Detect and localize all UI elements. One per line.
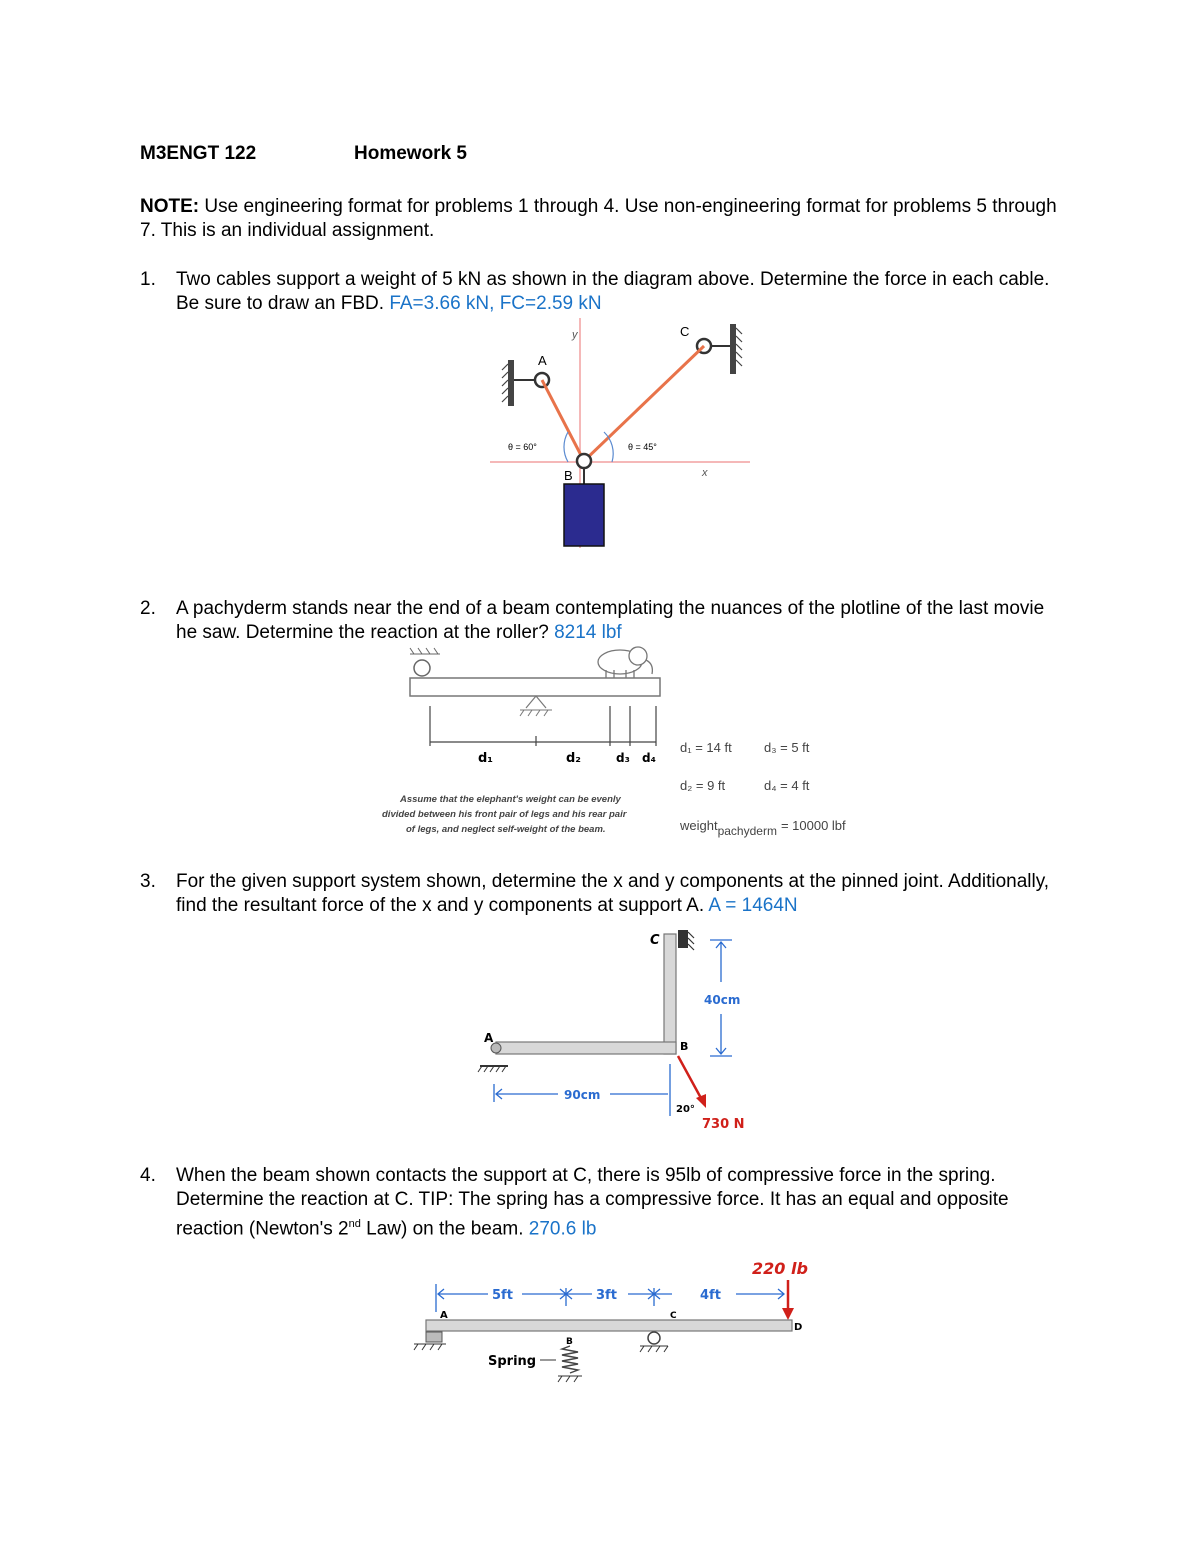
ring-b — [577, 454, 591, 468]
angle-left: θ = 60° — [508, 442, 537, 452]
spring-label: Spring — [488, 1354, 537, 1369]
label-a: A — [538, 353, 547, 368]
problem-number: 3. — [140, 871, 156, 892]
problem-number: 1. — [140, 269, 156, 290]
dim-3ft: 3ft — [596, 1288, 617, 1303]
beam — [410, 678, 660, 696]
label-c: C — [670, 1311, 677, 1321]
label-a: A — [484, 1031, 494, 1045]
note-line-3: of legs, and neglect self-weight of the beam. — [406, 824, 606, 835]
label-b: B — [680, 1040, 689, 1053]
problem-1 — [140, 268, 1070, 316]
ground-spring — [558, 1376, 582, 1382]
answer: 8214 lbf — [554, 622, 622, 643]
value-d2: d₂ = 9 ft — [680, 778, 726, 793]
label-a: A — [440, 1310, 448, 1321]
value-d1: d₁ = 14 ft — [680, 740, 732, 755]
answer: A = 1464N — [708, 895, 798, 916]
pin-a — [426, 1332, 442, 1342]
assignment-title: Homework 5 — [354, 143, 467, 164]
figure-pachyderm — [370, 642, 890, 842]
spring-coil — [562, 1346, 578, 1373]
cable-ab — [542, 380, 584, 461]
elephant-icon — [598, 647, 652, 678]
dim-horizontal: 90cm — [564, 1088, 601, 1102]
label-c: C — [650, 933, 660, 948]
dim-d4: d₄ — [642, 751, 656, 765]
figure-spring-beam — [400, 1250, 820, 1390]
ground-c — [640, 1346, 668, 1352]
problem-4 — [140, 1164, 1070, 1241]
note-line-2: divided between his front pair of legs and his rear pair — [382, 809, 627, 820]
problem-3 — [140, 870, 1070, 918]
problem-2 — [140, 597, 1070, 645]
roller-hatch — [410, 648, 440, 654]
wall-c — [730, 324, 736, 374]
pin-hatch — [520, 710, 552, 716]
wall-a — [508, 360, 514, 406]
course-code: M3ENGT 122 — [140, 143, 257, 164]
value-weight-sub: pachyderm — [717, 824, 777, 838]
load-label: 220 lb — [752, 1259, 808, 1278]
vertical-member — [664, 934, 676, 1054]
force-arrow — [678, 1056, 702, 1100]
dim-4ft: 4ft — [700, 1288, 721, 1303]
ground-a — [414, 1344, 446, 1350]
wall-c-hatch — [688, 932, 694, 950]
label-y: y — [572, 329, 578, 341]
dimension-ticks — [430, 706, 656, 746]
problem-number: 4. — [140, 1165, 156, 1186]
roller-c — [648, 1332, 660, 1344]
dim-d3: d₃ — [616, 751, 630, 765]
figure-support — [470, 924, 770, 1134]
wall-c-hatch — [736, 328, 742, 366]
label-b: B — [564, 468, 573, 483]
wall-a-hatch — [502, 364, 508, 402]
problem-number: 2. — [140, 598, 156, 619]
angle-arc-left — [564, 432, 568, 462]
note-text: Use engineering format for problems 1 through 4. Use non-engineering format for problems 5 through 7. This is an individual assignment. — [140, 196, 1057, 241]
value-d3: d₃ = 5 ft — [764, 740, 810, 755]
horizontal-member — [496, 1042, 676, 1054]
label-c: C — [680, 324, 690, 339]
value-d4: d₄ = 4 ft — [764, 778, 810, 793]
value-weight — [679, 818, 846, 838]
angle-right: θ = 45° — [628, 442, 657, 452]
load-arrowhead — [782, 1308, 794, 1320]
problem-text: When the beam shown contacts the support at C, there is 95lb of compressive force in the spring. Determine the reaction at C. TIP: The spring has a compressive force. It has an equal and opposite reaction (Newton's 2 — [176, 1165, 1009, 1240]
wall-c — [678, 930, 688, 948]
dim-vertical: 40cm — [704, 993, 741, 1007]
figure-cables — [480, 318, 770, 558]
angle-label: 20° — [676, 1104, 695, 1115]
dim-d2: d₂ — [566, 751, 581, 766]
answer: 270.6 lb — [528, 1218, 597, 1240]
superscript: nd — [348, 1218, 361, 1230]
dim-d1: d₁ — [478, 751, 493, 766]
weight-block — [564, 484, 604, 546]
force-label: 730 N — [702, 1117, 745, 1132]
problem-text: Two cables support a weight of 5 kN as shown in the diagram above. Determine the force in each cable. Be sure to draw an FBD. — [176, 269, 1050, 314]
roller — [414, 660, 430, 676]
problem-text: For the given support system shown, determine the x and y components at the pinned joint. Additionally, find the resultant force of the x and y components at support A. — [176, 871, 1050, 916]
force-arrowhead — [696, 1094, 706, 1108]
label-x: x — [702, 467, 708, 479]
label-b: B — [566, 1337, 573, 1347]
beam — [426, 1320, 792, 1331]
note-label: NOTE: — [140, 196, 200, 217]
dim-5ft: 5ft — [492, 1288, 513, 1303]
value-weight-eq: = 10000 lbf — [780, 818, 846, 833]
problem-text: A pachyderm stands near the end of a beam contemplating the nuances of the plotline of the last movie he saw. Determine the reaction at the roller? — [176, 598, 1045, 643]
note-line-1: Assume that the elephant's weight can be evenly — [400, 794, 621, 805]
label-d: D — [794, 1322, 803, 1333]
note-paragraph — [140, 195, 1070, 243]
value-weight-label: weight — [680, 818, 718, 833]
problem-text-end: Law) on the beam. — [360, 1218, 524, 1240]
answer-fc: FC=2.59 kN — [499, 293, 602, 314]
answer-fa: FA=3.66 kN, — [389, 293, 495, 314]
